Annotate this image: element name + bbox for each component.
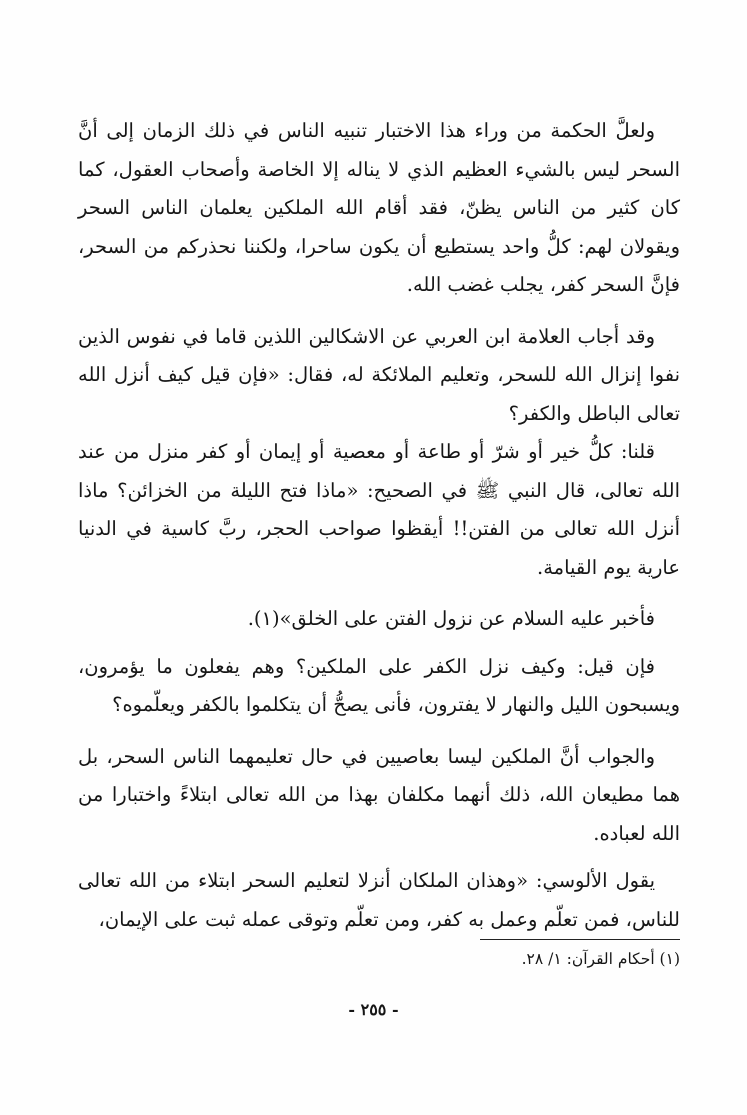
paragraph-5: فإن قيل: وكيف نزل الكفر على الملكين؟ وهم يفعلون ما يؤمرون، ويسبحون الليل والنهار لا يفترون، فأنى يصحُّ أن يتكلموا بالكفر ويعلّموه؟ (78, 654, 680, 716)
paragraph-1: ولعلَّ الحكمة من وراء هذا الاختبار تنبيه الناس في ذلك الزمان إلى أنَّ السحر ليس بالشيء العظيم الذي لا يناله إلا الخاصة وأصحاب العقول، كما كان كثير من الناس يظنّ، فقد أقام الله الملكين يعلمان الناس السحر ويقولان لهم: كلُّ واحد يستطيع أن يكون ساحرا، ولكننا نحذركم من السحر، فإنَّ السحر كفر، يجلب غضب الله. (78, 119, 680, 296)
paragraph-2: وقد أجاب العلامة ابن العربي عن الاشكالين اللذين قاما في نفوس الذين نفوا إنزال الله للسحر، وتعليم الملائكة له، فقال: «فإن قيل كيف أنزل الله تعالى الباطل والكفر؟ (78, 324, 680, 425)
paragraph-6: والجواب أنَّ الملكين ليسا بعاصيين في حال تعليمهما الناس السحر، بل هما مطيعان الله، ذلك أنهما مكلفان بهذا من الله تعالى ابتلاءً واختبارا من الله لعباده. (78, 744, 680, 845)
body-text (78, 112, 680, 939)
footnote-divider (480, 939, 680, 940)
paragraph-7: يقول الألوسي: «وهذان الملكان أنزلا لتعليم السحر ابتلاء من الله تعالى للناس، فمن تعلّم وعمل به كفر، ومن تعلّم وتوقى عمله ثبت على الإيمان، (78, 869, 680, 931)
paragraph-4: فأخبر عليه السلام عن نزول الفتن على الخلق»(١). (247, 607, 655, 630)
page-number: - ٢٥٥ - (348, 1000, 399, 1019)
paragraph-3: قلنا: كلُّ خير أو شرّ أو طاعة أو معصية أو إيمان أو كفر منزل من عند الله تعالى، قال النبي ﷺ في الصحيح: «ماذا فتح الليلة من الخزائن؟ ماذا أنزل الله تعالى من الفتن!! أيقظوا صواحب الحجر، ربَّ كاسية في الدنيا عارية يوم القيامة. (78, 440, 680, 579)
footnote: (١) أحكام القرآن: ١/ ٢٨. (521, 950, 680, 968)
